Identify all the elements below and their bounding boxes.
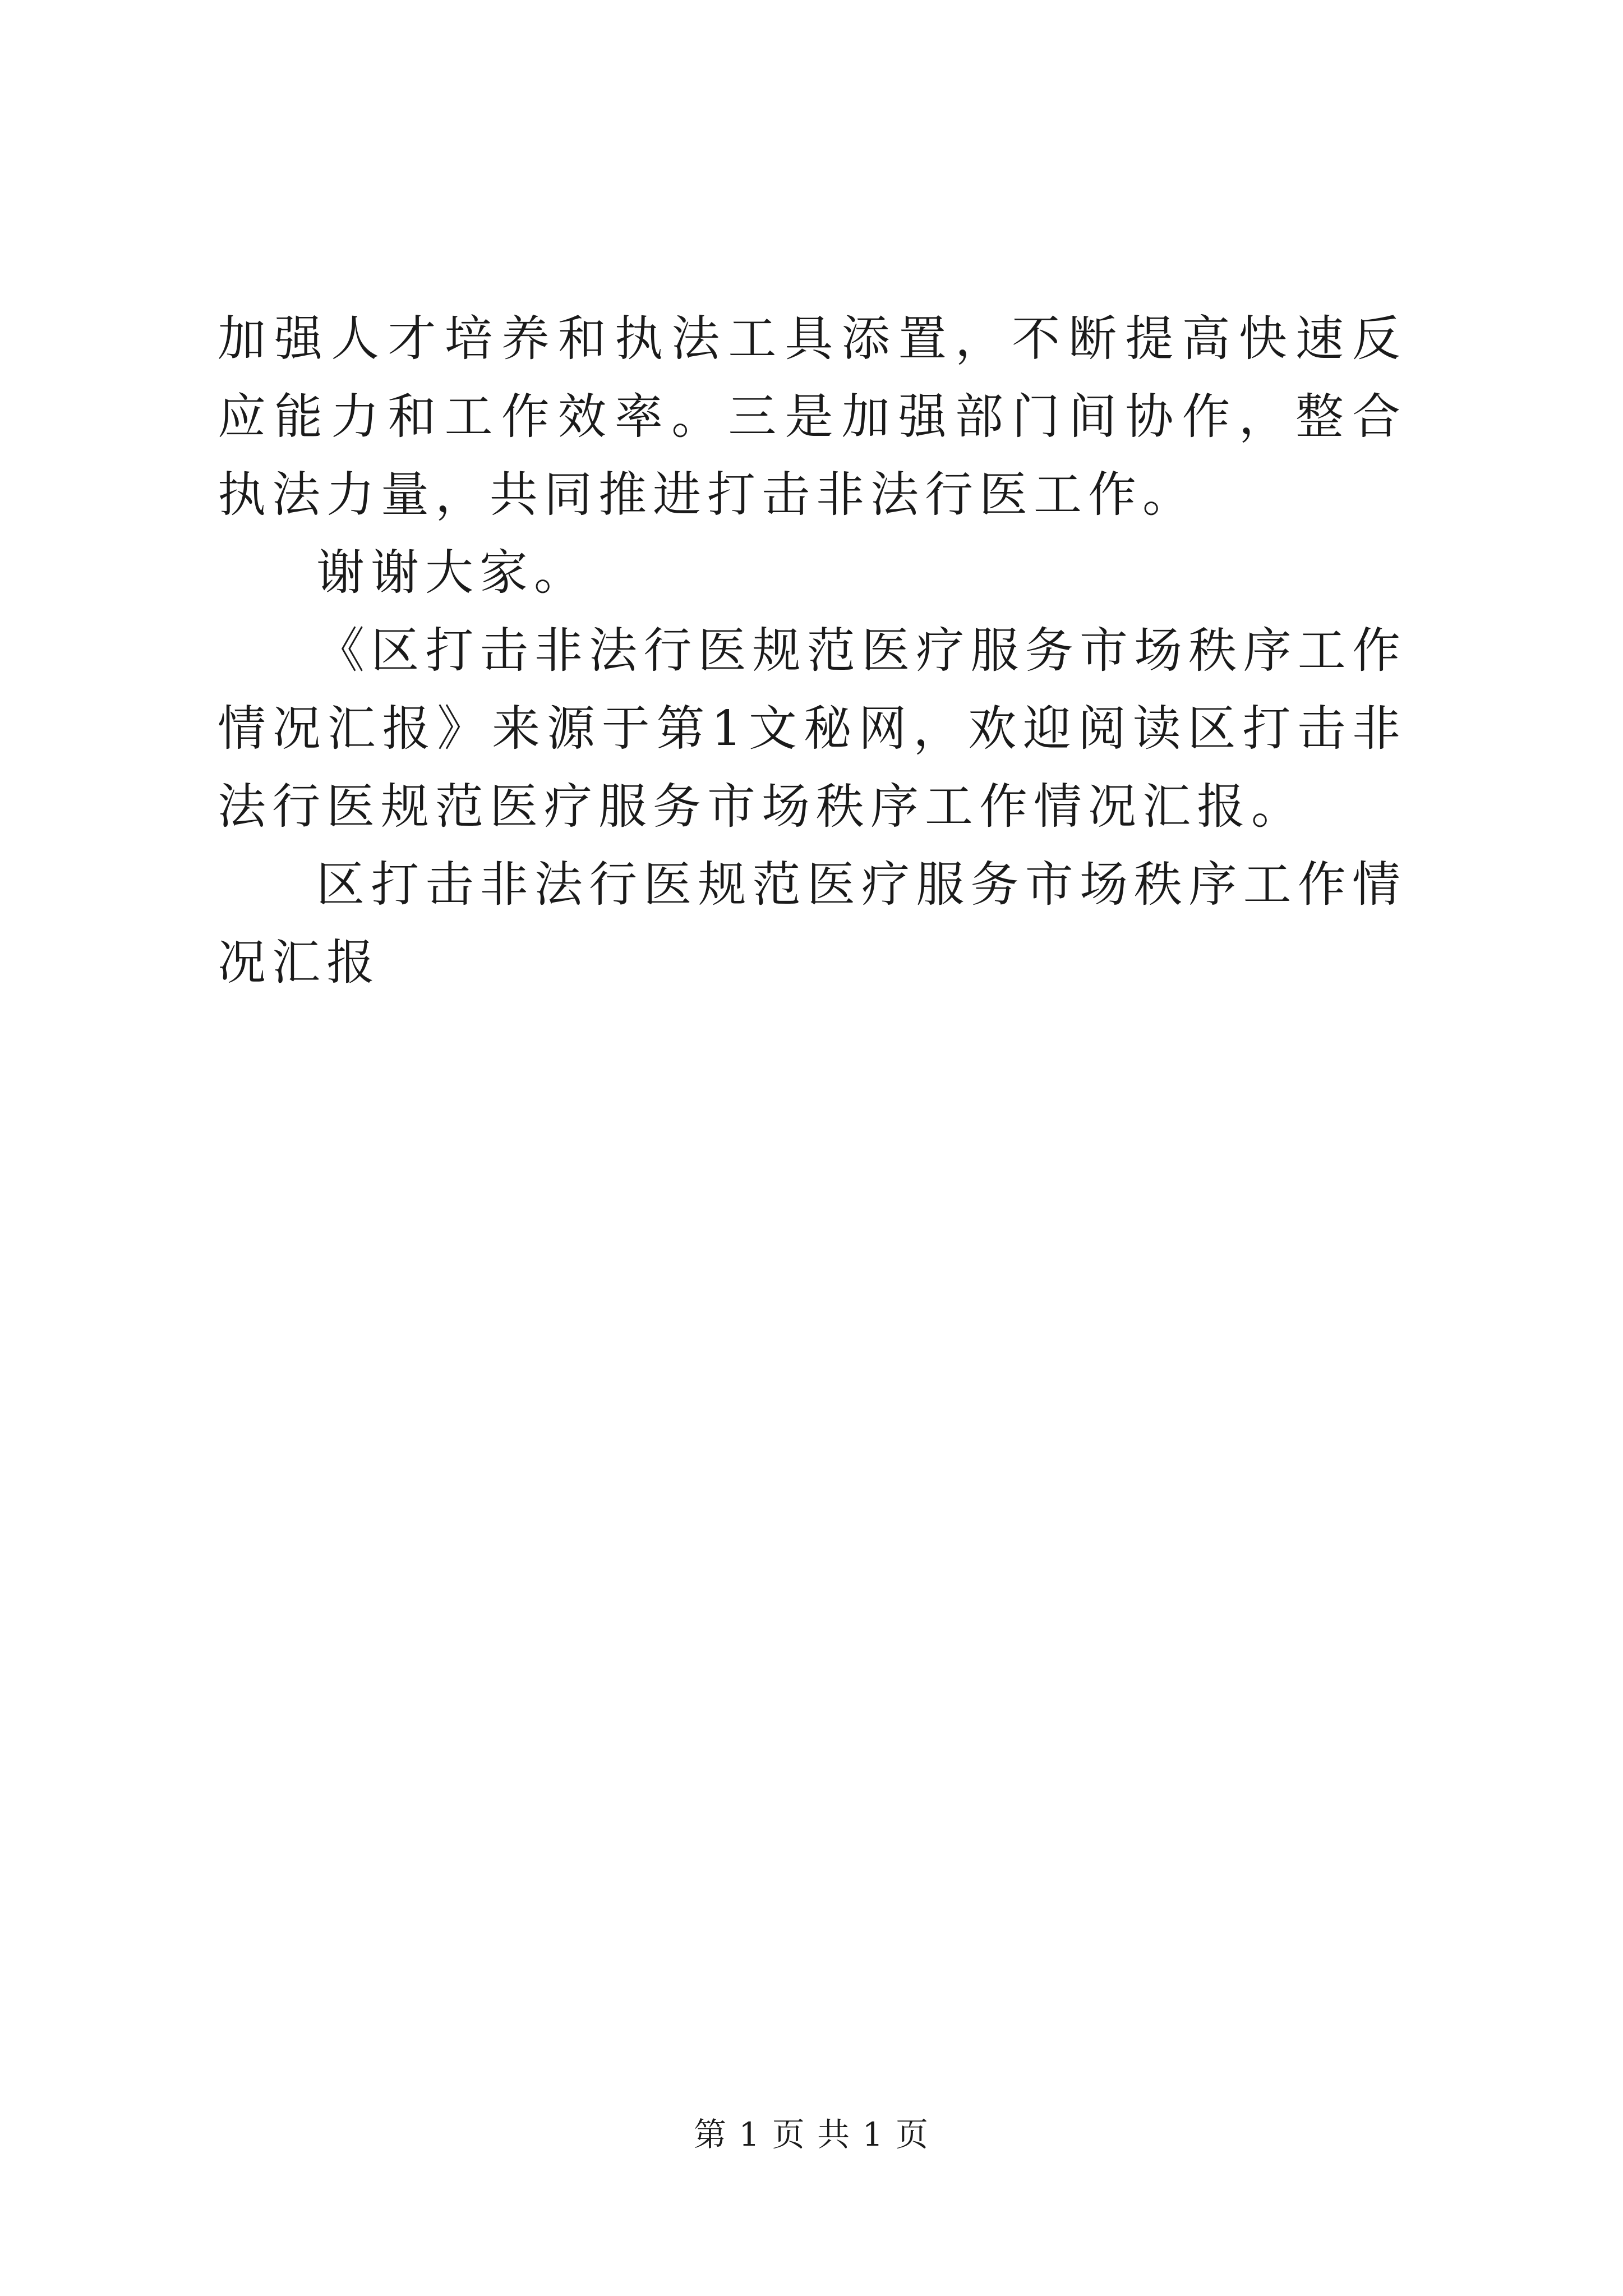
- paragraph-continuation: 加强人才培养和执法工具添置，不断提高快速反应能力和工作效率。三是加强部门间协作，整合执法力量，共同推进打击非法行医工作。: [218, 311, 1407, 523]
- paragraph-source-note: 《区打击非法行医规范医疗服务市场秩序工作情况汇报》来源于第1文秘网，欢迎阅读区打击非法行医规范医疗服务市场秩序工作情况汇报。: [218, 623, 1407, 835]
- paragraph-title-repeat: 区打击非法行医规范医疗服务市场秩序工作情况汇报: [218, 857, 1407, 991]
- paragraph-thanks: 谢谢大家。: [316, 545, 588, 601]
- page-number-footer: 第 1 页 共 1 页: [694, 2115, 929, 2154]
- document-body: [218, 300, 1407, 1002]
